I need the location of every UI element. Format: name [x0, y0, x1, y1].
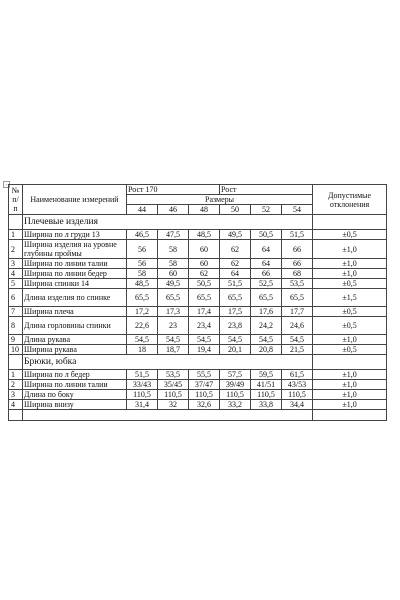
- empty-cell: [158, 410, 189, 421]
- size-value: 18: [127, 345, 158, 355]
- row-number: 3: [9, 390, 23, 400]
- size-value: 33/43: [127, 380, 158, 390]
- size-value: 54,5: [189, 335, 220, 345]
- measurement-name: Ширина внизу: [23, 400, 127, 410]
- table-row: [9, 390, 387, 400]
- size-value: 58: [158, 259, 189, 269]
- table-row: [9, 230, 387, 240]
- header-tolerance: Допустимые отклонения: [313, 185, 387, 215]
- table-row: [9, 335, 387, 345]
- size-value: 23,8: [220, 317, 251, 335]
- size-value: 50,5: [189, 279, 220, 289]
- table-row: [9, 370, 387, 380]
- tolerance-value: ±0,5: [313, 345, 387, 355]
- size-value: 49,5: [158, 279, 189, 289]
- size-value: 20,8: [251, 345, 282, 355]
- row-number: 2: [9, 240, 23, 259]
- section-title: Плечевые изделия: [23, 215, 313, 230]
- size-value: 110,5: [251, 390, 282, 400]
- header-num: № п/ п: [9, 185, 23, 215]
- table-row: [9, 269, 387, 279]
- size-value: 60: [189, 259, 220, 269]
- size-header: 54: [282, 205, 313, 215]
- size-value: 53,5: [158, 370, 189, 380]
- empty-cell: [9, 410, 23, 421]
- tolerance-value: ±0,5: [313, 307, 387, 317]
- row-number: 3: [9, 259, 23, 269]
- row-number: 9: [9, 335, 23, 345]
- size-value: 46,5: [127, 230, 158, 240]
- size-value: 51,5: [282, 230, 313, 240]
- size-value: 54,5: [282, 335, 313, 345]
- size-value: 24,6: [282, 317, 313, 335]
- size-value: 55,5: [189, 370, 220, 380]
- size-value: 21,5: [282, 345, 313, 355]
- size-value: 17,4: [189, 307, 220, 317]
- tolerance-value: ±1,0: [313, 380, 387, 390]
- header-sizes: Размеры: [127, 195, 313, 205]
- size-value: 65,5: [127, 289, 158, 307]
- measurement-name: Ширина по л бедер: [23, 370, 127, 380]
- size-value: 48,5: [127, 279, 158, 289]
- section-spacer: [9, 355, 23, 370]
- size-value: 61,5: [282, 370, 313, 380]
- size-value: 51,5: [127, 370, 158, 380]
- size-value: 62: [189, 269, 220, 279]
- tolerance-value: ±1,0: [313, 390, 387, 400]
- size-value: 58: [127, 269, 158, 279]
- section-spacer: [313, 355, 387, 370]
- size-value: 20,1: [220, 345, 251, 355]
- size-value: 23,4: [189, 317, 220, 335]
- size-value: 31,4: [127, 400, 158, 410]
- empty-cell: [189, 410, 220, 421]
- row-number: 6: [9, 289, 23, 307]
- size-value: 17,6: [251, 307, 282, 317]
- empty-cell: [313, 410, 387, 421]
- measurement-name: Длина рукава: [23, 335, 127, 345]
- size-value: 34,4: [282, 400, 313, 410]
- size-value: 56: [127, 240, 158, 259]
- tolerance-value: ±1,0: [313, 240, 387, 259]
- row-number: 4: [9, 400, 23, 410]
- row-number: 5: [9, 279, 23, 289]
- empty-cell: [23, 410, 127, 421]
- row-number: 7: [9, 307, 23, 317]
- empty-cell: [251, 410, 282, 421]
- size-header: 48: [189, 205, 220, 215]
- table-row: [9, 345, 387, 355]
- measurement-name: Ширина по линии талии: [23, 380, 127, 390]
- row-number: 10: [9, 345, 23, 355]
- empty-cell: [220, 410, 251, 421]
- size-value: 32,6: [189, 400, 220, 410]
- table-row: [9, 279, 387, 289]
- section-title: Брюки, юбка: [23, 355, 313, 370]
- size-value: 110,5: [282, 390, 313, 400]
- size-value: 58: [158, 240, 189, 259]
- size-value: 50,5: [251, 230, 282, 240]
- measurement-name: Ширина по линии талии: [23, 259, 127, 269]
- measurement-name: Ширина плеча: [23, 307, 127, 317]
- size-value: 65,5: [189, 289, 220, 307]
- size-value: 60: [189, 240, 220, 259]
- row-number: 1: [9, 230, 23, 240]
- size-value: 41/51: [251, 380, 282, 390]
- size-value: 110,5: [127, 390, 158, 400]
- header-rost-b: Рост: [220, 185, 313, 195]
- size-value: 17,2: [127, 307, 158, 317]
- size-value: 110,5: [220, 390, 251, 400]
- table-row: [9, 380, 387, 390]
- measurement-table: [8, 184, 387, 421]
- size-value: 54,5: [158, 335, 189, 345]
- size-value: 32: [158, 400, 189, 410]
- size-value: 60: [158, 269, 189, 279]
- size-value: 51,5: [220, 279, 251, 289]
- size-value: 33,8: [251, 400, 282, 410]
- size-value: 64: [251, 240, 282, 259]
- size-header: 52: [251, 205, 282, 215]
- size-value: 66: [282, 240, 313, 259]
- size-value: 39/49: [220, 380, 251, 390]
- size-value: 37/47: [189, 380, 220, 390]
- row-number: 4: [9, 269, 23, 279]
- size-value: 35/45: [158, 380, 189, 390]
- tolerance-value: ±0,5: [313, 279, 387, 289]
- size-value: 18,7: [158, 345, 189, 355]
- size-value: 17,3: [158, 307, 189, 317]
- tolerance-value: ±1,0: [313, 269, 387, 279]
- measurement-name: Длина изделия по спинке: [23, 289, 127, 307]
- measurement-name: Ширина рукава: [23, 345, 127, 355]
- header-name: Наименование измерений: [23, 185, 127, 215]
- row-number: 1: [9, 370, 23, 380]
- table-row: [9, 240, 387, 259]
- size-value: 49,5: [220, 230, 251, 240]
- table-row: [9, 400, 387, 410]
- size-value: 65,5: [220, 289, 251, 307]
- header-rost-a: Рост 170: [127, 185, 220, 195]
- size-value: 33,2: [220, 400, 251, 410]
- row-number: 8: [9, 317, 23, 335]
- size-value: 68: [282, 269, 313, 279]
- size-header: 46: [158, 205, 189, 215]
- size-value: 47,5: [158, 230, 189, 240]
- row-number: 2: [9, 380, 23, 390]
- size-value: 65,5: [282, 289, 313, 307]
- size-value: 62: [220, 259, 251, 269]
- tolerance-value: ±1,0: [313, 370, 387, 380]
- size-value: 64: [220, 269, 251, 279]
- size-value: 17,7: [282, 307, 313, 317]
- tolerance-value: ±0,5: [313, 317, 387, 335]
- size-value: 65,5: [251, 289, 282, 307]
- size-value: 23: [158, 317, 189, 335]
- size-value: 43/53: [282, 380, 313, 390]
- tolerance-value: ±1,5: [313, 289, 387, 307]
- size-value: 59,5: [251, 370, 282, 380]
- size-value: 66: [282, 259, 313, 269]
- size-value: 56: [127, 259, 158, 269]
- empty-cell: [127, 410, 158, 421]
- table-row: [9, 289, 387, 307]
- section-spacer: [9, 215, 23, 230]
- size-value: 53,5: [282, 279, 313, 289]
- empty-row: [9, 410, 387, 421]
- size-value: 62: [220, 240, 251, 259]
- size-value: 64: [251, 259, 282, 269]
- table-row: [9, 317, 387, 335]
- size-value: 110,5: [158, 390, 189, 400]
- size-value: 48,5: [189, 230, 220, 240]
- table-row: [9, 259, 387, 269]
- size-value: 22,6: [127, 317, 158, 335]
- tolerance-value: ±1,0: [313, 259, 387, 269]
- size-value: 65,5: [158, 289, 189, 307]
- size-value: 52,5: [251, 279, 282, 289]
- size-value: 54,5: [127, 335, 158, 345]
- measurement-name: Ширина спинки 14: [23, 279, 127, 289]
- measurement-name: Длина по боку: [23, 390, 127, 400]
- measurement-name: Ширина изделия на уровне глубины проймы: [23, 240, 127, 259]
- size-value: 110,5: [189, 390, 220, 400]
- size-value: 19,4: [189, 345, 220, 355]
- size-header: 44: [127, 205, 158, 215]
- measurement-name: Ширина по л груди 13: [23, 230, 127, 240]
- table-move-handle-icon[interactable]: +: [3, 181, 10, 188]
- size-header: 50: [220, 205, 251, 215]
- measurement-name: Длина горловины спинки: [23, 317, 127, 335]
- size-value: 54,5: [251, 335, 282, 345]
- measurement-name: Ширина по линии бедер: [23, 269, 127, 279]
- tolerance-value: ±1,0: [313, 400, 387, 410]
- size-value: 66: [251, 269, 282, 279]
- empty-cell: [282, 410, 313, 421]
- size-value: 24,2: [251, 317, 282, 335]
- size-value: 57,5: [220, 370, 251, 380]
- size-value: 54,5: [220, 335, 251, 345]
- size-value: 17,5: [220, 307, 251, 317]
- table-row: [9, 307, 387, 317]
- section-spacer: [313, 215, 387, 230]
- tolerance-value: ±1,0: [313, 335, 387, 345]
- tolerance-value: ±0,5: [313, 230, 387, 240]
